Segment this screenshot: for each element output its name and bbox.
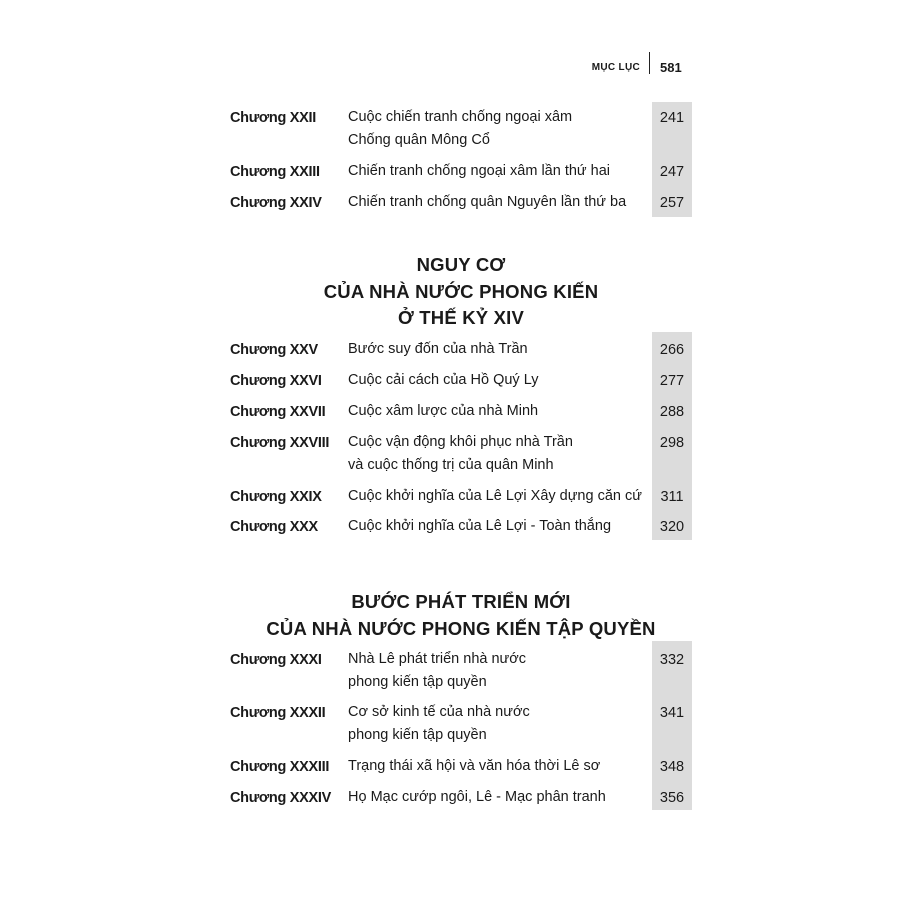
chapter-page: 320 xyxy=(659,519,685,535)
chapter-label: Chương XXII xyxy=(230,110,316,126)
chapter-page: 257 xyxy=(659,195,685,211)
chapter-page: 298 xyxy=(659,435,685,451)
section-label: MỤC LỤC xyxy=(591,62,640,73)
chapter-title: Bước suy đốn của nhà Trần xyxy=(348,341,528,357)
chapter-label: Chương XXIX xyxy=(230,489,322,505)
toc-row[interactable] xyxy=(230,195,692,214)
chapter-label: Chương XXVII xyxy=(230,404,326,420)
chapter-title: Họ Mạc cướp ngôi, Lê - Mạc phân tranh xyxy=(348,789,606,805)
chapter-title: Cơ sở kinh tế của nhà nước phong kiến tập quyền xyxy=(348,704,530,743)
chapter-label: Chương XXVIII xyxy=(230,435,330,451)
toc-row[interactable] xyxy=(230,519,692,538)
chapter-label: Chương XXXIV xyxy=(230,790,331,806)
chapter-label: Chương XXV xyxy=(230,342,318,358)
header-divider xyxy=(649,52,650,74)
chapter-page: 311 xyxy=(660,489,684,505)
chapter-page: 356 xyxy=(659,790,685,806)
chapter-page: 266 xyxy=(659,342,685,358)
chapter-label: Chương XXX xyxy=(230,519,318,535)
chapter-title: Cuộc cải cách của Hồ Quý Ly xyxy=(348,372,539,388)
toc-row[interactable] xyxy=(230,435,692,477)
toc-row[interactable] xyxy=(230,373,692,392)
chapter-label: Chương XXIII xyxy=(230,164,320,180)
toc-row[interactable] xyxy=(230,705,692,747)
toc-row[interactable] xyxy=(230,790,692,809)
toc-row[interactable] xyxy=(230,110,692,152)
toc-row[interactable] xyxy=(230,342,692,361)
chapter-page: 241 xyxy=(659,110,685,126)
chapter-title: Chiến tranh chống quân Nguyên lần thứ ba xyxy=(348,194,627,210)
part-heading: NGUY CƠ CỦA NHÀ NƯỚC PHONG KIẾN Ở THẾ KỶ XIV xyxy=(323,254,599,328)
chapter-title: Cuộc chiến tranh chống ngoại xâm Chống quân Mông Cổ xyxy=(348,109,573,148)
toc-row[interactable] xyxy=(230,652,692,694)
toc-row[interactable] xyxy=(230,759,692,778)
chapter-page: 277 xyxy=(659,373,685,389)
chapter-label: Chương XXXI xyxy=(230,652,322,668)
toc-row[interactable] xyxy=(230,489,692,508)
chapter-page: 288 xyxy=(659,404,685,420)
chapter-title: Cuộc khởi nghĩa của Lê Lợi - Toàn thắng xyxy=(348,518,612,534)
chapter-title: Chiến tranh chống ngoại xâm lần thứ hai xyxy=(348,163,611,179)
chapter-title: Nhà Lê phát triển nhà nước phong kiến tập quyền xyxy=(348,651,527,690)
chapter-label: Chương XXXII xyxy=(230,705,326,721)
toc-row[interactable] xyxy=(230,404,692,423)
chapter-title: Cuộc khởi nghĩa của Lê Lợi Xây dựng căn cứ xyxy=(348,488,642,504)
chapter-page: 332 xyxy=(659,652,685,668)
chapter-page: 247 xyxy=(659,164,685,180)
chapter-page: 341 xyxy=(659,705,685,721)
chapter-label: Chương XXIV xyxy=(230,195,322,211)
part-heading: BƯỚC PHÁT TRIỂN MỚI CỦA NHÀ NƯỚC PHONG KIẾN TẬP QUYỀN xyxy=(266,591,656,639)
chapter-label: Chương XXXIII xyxy=(230,759,330,775)
chapter-title: Cuộc xâm lược của nhà Minh xyxy=(348,403,539,419)
toc-row[interactable] xyxy=(230,164,692,183)
chapter-title: Trạng thái xã hội và văn hóa thời Lê sơ xyxy=(348,758,601,774)
running-header xyxy=(560,52,690,76)
chapter-title: Cuộc vận động khôi phục nhà Trần và cuộc thống trị của quân Minh xyxy=(348,434,573,473)
chapter-page: 348 xyxy=(659,759,685,775)
page-number: 581 xyxy=(660,60,682,75)
chapter-label: Chương XXVI xyxy=(230,373,322,389)
